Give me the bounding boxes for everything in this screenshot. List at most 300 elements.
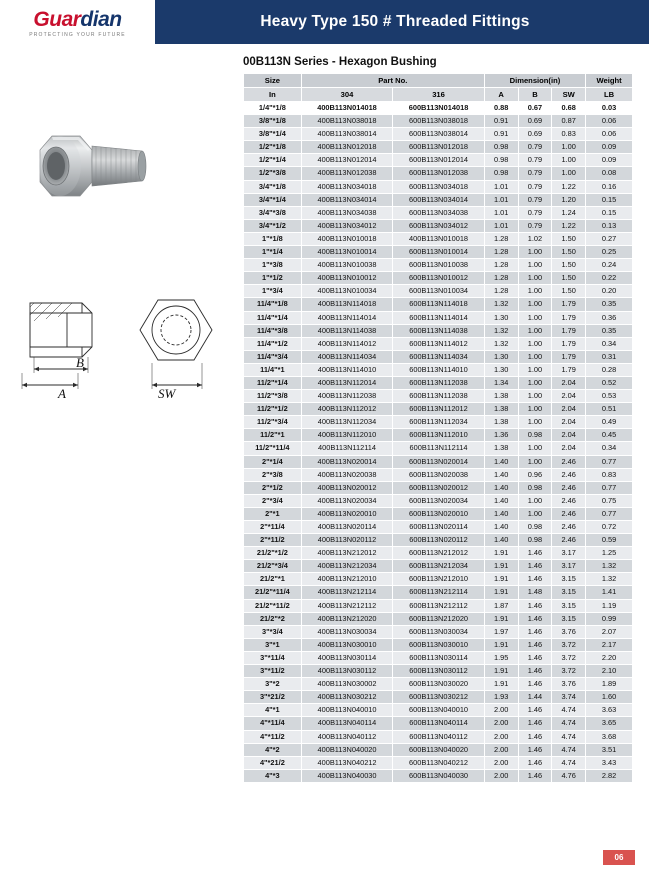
table-row	[244, 285, 633, 298]
cell-pn304: 400B113N034012	[301, 219, 393, 232]
cell-b: 1.46	[518, 717, 552, 730]
cell-pn316: 600B113N114010	[393, 363, 485, 376]
cell-pn304: 400B113N212010	[301, 573, 393, 586]
cell-sw: 3.76	[552, 678, 586, 691]
cell-sw: 0.83	[552, 128, 586, 141]
cell-pn316: 600B113N010014	[393, 246, 485, 259]
cell-pn304: 400B113N114014	[301, 311, 393, 324]
cell-lb: 0.35	[586, 324, 633, 337]
subheader-sw: SW	[552, 88, 586, 102]
cell-lb: 0.25	[586, 246, 633, 259]
cell-lb: 2.20	[586, 651, 633, 664]
cell-a: 2.00	[484, 756, 518, 769]
cell-size: 11/2"*3/8	[244, 390, 302, 403]
cell-pn304: 400B113N038014	[301, 128, 393, 141]
cell-b: 1.46	[518, 599, 552, 612]
table-row	[244, 573, 633, 586]
cell-size: 3/4"*1/8	[244, 180, 302, 193]
cell-b: 1.46	[518, 638, 552, 651]
cell-a: 1.91	[484, 573, 518, 586]
cell-size: 3"*3/4	[244, 625, 302, 638]
cell-sw: 1.50	[552, 272, 586, 285]
cell-a: 1.40	[484, 507, 518, 520]
cell-pn304: 400B113N010034	[301, 285, 393, 298]
cell-size: 11/2"*1/2	[244, 403, 302, 416]
table-row	[244, 665, 633, 678]
cell-lb: 0.52	[586, 376, 633, 389]
cell-b: 1.46	[518, 651, 552, 664]
cell-b: 1.00	[518, 507, 552, 520]
cell-lb: 0.09	[586, 154, 633, 167]
cell-sw: 1.79	[552, 363, 586, 376]
cell-sw: 4.74	[552, 743, 586, 756]
cell-size: 1"*3/8	[244, 259, 302, 272]
cell-size: 21/2"*3/4	[244, 560, 302, 573]
table-row	[244, 717, 633, 730]
cell-lb: 0.36	[586, 311, 633, 324]
header-dimension: Dimension(in)	[484, 74, 585, 88]
cell-size: 11/4"*1/2	[244, 337, 302, 350]
cell-a: 1.28	[484, 272, 518, 285]
cell-pn304: 400B113N040114	[301, 717, 393, 730]
cell-pn316: 600B113N114012	[393, 337, 485, 350]
cell-pn316: 600B113N040020	[393, 743, 485, 756]
cell-b: 1.46	[518, 560, 552, 573]
cell-sw: 1.24	[552, 206, 586, 219]
cell-pn304: 400B113N212020	[301, 612, 393, 625]
cell-b: 0.79	[518, 167, 552, 180]
cell-sw: 1.50	[552, 259, 586, 272]
cell-sw: 1.22	[552, 180, 586, 193]
cell-sw: 1.00	[552, 141, 586, 154]
cell-pn304: 400B113N030010	[301, 638, 393, 651]
cell-size: 3/8"*1/8	[244, 115, 302, 128]
spec-table-body	[244, 102, 633, 783]
cell-b: 1.48	[518, 586, 552, 599]
cell-size: 1"*1/2	[244, 272, 302, 285]
cell-sw: 2.04	[552, 403, 586, 416]
cell-size: 1/2"*1/8	[244, 141, 302, 154]
cell-sw: 1.79	[552, 324, 586, 337]
cell-lb: 3.65	[586, 717, 633, 730]
cell-lb: 1.25	[586, 547, 633, 560]
cell-a: 1.32	[484, 298, 518, 311]
table-row	[244, 324, 633, 337]
cell-size: 1"*1/8	[244, 232, 302, 245]
cell-lb: 2.17	[586, 638, 633, 651]
cell-sw: 3.74	[552, 691, 586, 704]
header-weight: Weight	[586, 74, 633, 88]
cell-pn304: 400B113N038018	[301, 115, 393, 128]
table-row	[244, 599, 633, 612]
cell-b: 1.46	[518, 573, 552, 586]
cell-lb: 0.22	[586, 272, 633, 285]
table-row	[244, 468, 633, 481]
cell-lb: 0.28	[586, 363, 633, 376]
subheader-in: In	[244, 88, 302, 102]
cell-sw: 1.79	[552, 337, 586, 350]
cell-pn316: 600B113N038018	[393, 115, 485, 128]
cell-pn316: 600B113N034038	[393, 206, 485, 219]
cell-sw: 2.46	[552, 481, 586, 494]
cell-b: 0.96	[518, 468, 552, 481]
cell-b: 1.46	[518, 756, 552, 769]
cell-pn316: 600B113N010012	[393, 272, 485, 285]
spec-table-container	[243, 73, 633, 783]
table-row	[244, 219, 633, 232]
cell-size: 11/4"*3/8	[244, 324, 302, 337]
cell-sw: 3.15	[552, 586, 586, 599]
spec-table-head	[244, 74, 633, 102]
cell-size: 3"*2	[244, 678, 302, 691]
cell-size: 21/2"*2	[244, 612, 302, 625]
cell-b: 1.00	[518, 390, 552, 403]
cell-a: 1.38	[484, 403, 518, 416]
cell-size: 11/2"*3/4	[244, 416, 302, 429]
cell-a: 0.88	[484, 102, 518, 115]
cell-lb: 0.09	[586, 141, 633, 154]
cell-size: 11/2"*1	[244, 429, 302, 442]
cell-sw: 4.74	[552, 717, 586, 730]
table-row	[244, 429, 633, 442]
cell-size: 21/2"*1	[244, 573, 302, 586]
cell-a: 1.28	[484, 246, 518, 259]
cell-lb: 0.51	[586, 403, 633, 416]
table-row	[244, 272, 633, 285]
cell-a: 1.28	[484, 285, 518, 298]
cell-b: 0.98	[518, 429, 552, 442]
cell-size: 3/8"*1/4	[244, 128, 302, 141]
cell-lb: 1.32	[586, 560, 633, 573]
cell-a: 1.28	[484, 232, 518, 245]
cell-lb: 0.49	[586, 416, 633, 429]
cell-b: 1.46	[518, 625, 552, 638]
cell-lb: 0.99	[586, 612, 633, 625]
cell-pn316: 600B113N212112	[393, 599, 485, 612]
cell-b: 1.00	[518, 376, 552, 389]
cell-a: 1.38	[484, 390, 518, 403]
table-row	[244, 560, 633, 573]
cell-lb: 0.08	[586, 167, 633, 180]
cell-pn316: 600B113N012018	[393, 141, 485, 154]
header-size: Size	[244, 74, 302, 88]
cell-size: 4"*11/2	[244, 730, 302, 743]
cell-b: 1.00	[518, 363, 552, 376]
cell-sw: 3.15	[552, 612, 586, 625]
page-title: Heavy Type 150 # Threaded Fittings	[260, 13, 530, 30]
header-part-no: Part No.	[301, 74, 484, 88]
cell-a: 1.91	[484, 547, 518, 560]
cell-a: 0.98	[484, 154, 518, 167]
cell-a: 1.91	[484, 586, 518, 599]
cell-sw: 0.87	[552, 115, 586, 128]
cell-lb: 0.03	[586, 102, 633, 115]
cell-lb: 2.82	[586, 769, 633, 782]
cell-size: 3"*21/2	[244, 691, 302, 704]
cell-pn304: 400B113N034038	[301, 206, 393, 219]
cell-pn316: 600B113N020114	[393, 521, 485, 534]
cell-b: 0.98	[518, 521, 552, 534]
cell-pn316: 600B113N112114	[393, 442, 485, 455]
cell-lb: 2.07	[586, 625, 633, 638]
table-row	[244, 586, 633, 599]
cell-pn316: 600B113N038014	[393, 128, 485, 141]
section-title: 00B113N Series - Hexagon Bushing	[243, 56, 437, 68]
cell-pn316: 600B113N030114	[393, 651, 485, 664]
cell-pn316: 600B113N112038	[393, 376, 485, 389]
cell-b: 1.46	[518, 612, 552, 625]
cell-lb: 0.16	[586, 180, 633, 193]
table-row	[244, 167, 633, 180]
cell-sw: 1.00	[552, 167, 586, 180]
cell-b: 1.46	[518, 547, 552, 560]
cell-sw: 1.79	[552, 298, 586, 311]
cell-lb: 0.20	[586, 285, 633, 298]
cell-size: 3/4"*1/2	[244, 219, 302, 232]
label-a: A	[58, 386, 66, 401]
cell-pn316: 600B113N030212	[393, 691, 485, 704]
cell-b: 1.00	[518, 259, 552, 272]
table-row	[244, 115, 633, 128]
cell-sw: 3.72	[552, 638, 586, 651]
cell-a: 1.40	[484, 534, 518, 547]
cell-sw: 1.79	[552, 350, 586, 363]
cell-pn304: 400B113N112014	[301, 376, 393, 389]
cell-b: 0.69	[518, 128, 552, 141]
cell-b: 1.46	[518, 665, 552, 678]
cell-size: 3"*11/2	[244, 665, 302, 678]
cell-sw: 1.50	[552, 232, 586, 245]
cell-pn304: 400B113N020114	[301, 521, 393, 534]
brand-logo	[0, 0, 155, 44]
cell-a: 1.38	[484, 416, 518, 429]
cell-sw: 1.50	[552, 246, 586, 259]
cell-pn304: 400B113N114018	[301, 298, 393, 311]
cell-lb: 0.77	[586, 455, 633, 468]
cell-size: 21/2"*1/2	[244, 547, 302, 560]
cell-b: 0.69	[518, 115, 552, 128]
cell-b: 0.98	[518, 534, 552, 547]
cell-lb: 0.53	[586, 390, 633, 403]
cell-pn304: 400B113N112114	[301, 442, 393, 455]
cell-b: 1.00	[518, 298, 552, 311]
cell-pn304: 400B113N040020	[301, 743, 393, 756]
cell-size: 2"*1/2	[244, 481, 302, 494]
spec-table	[243, 73, 633, 783]
cell-size: 3"*11/4	[244, 651, 302, 664]
cell-pn304: 400B113N040010	[301, 704, 393, 717]
cell-pn316: 600B113N040030	[393, 769, 485, 782]
table-row	[244, 678, 633, 691]
cell-lb: 3.51	[586, 743, 633, 756]
cell-pn304: 400B113N010012	[301, 272, 393, 285]
table-row	[244, 756, 633, 769]
table-row	[244, 704, 633, 717]
table-row	[244, 298, 633, 311]
cell-a: 1.30	[484, 363, 518, 376]
cell-a: 2.00	[484, 704, 518, 717]
cell-lb: 0.83	[586, 468, 633, 481]
cell-pn304: 400B113N034018	[301, 180, 393, 193]
cell-b: 1.46	[518, 704, 552, 717]
cell-lb: 2.10	[586, 665, 633, 678]
cell-lb: 0.15	[586, 193, 633, 206]
table-row	[244, 638, 633, 651]
cell-a: 1.95	[484, 651, 518, 664]
cell-a: 1.38	[484, 442, 518, 455]
cell-size: 3"*1	[244, 638, 302, 651]
cell-pn316: 600B113N212010	[393, 573, 485, 586]
cell-sw: 2.04	[552, 416, 586, 429]
hex-bushing-photo-svg	[30, 120, 155, 215]
cell-pn316: 600B113N014018	[393, 102, 485, 115]
cell-pn304: 400B113N020038	[301, 468, 393, 481]
cell-b: 0.79	[518, 219, 552, 232]
label-b: B	[76, 355, 84, 370]
cell-pn316: 600B113N030112	[393, 665, 485, 678]
cell-pn304: 400B113N212112	[301, 599, 393, 612]
cell-size: 11/2"*1/4	[244, 376, 302, 389]
cell-sw: 2.04	[552, 429, 586, 442]
table-sub-header-row	[244, 88, 633, 102]
table-row	[244, 376, 633, 389]
cell-lb: 0.31	[586, 350, 633, 363]
cell-lb: 1.19	[586, 599, 633, 612]
cell-b: 0.79	[518, 180, 552, 193]
cell-a: 1.28	[484, 259, 518, 272]
label-sw: SW	[158, 386, 176, 401]
cell-lb: 0.72	[586, 521, 633, 534]
cell-b: 1.00	[518, 246, 552, 259]
cell-pn304: 400B113N040112	[301, 730, 393, 743]
table-row	[244, 481, 633, 494]
logo-word-part1: Guar	[33, 7, 81, 31]
cell-sw: 3.15	[552, 599, 586, 612]
cell-b: 1.00	[518, 416, 552, 429]
cell-lb: 3.68	[586, 730, 633, 743]
cell-pn316: 600B113N114018	[393, 298, 485, 311]
cell-pn316: 600B113N020038	[393, 468, 485, 481]
table-row	[244, 363, 633, 376]
cell-sw: 3.17	[552, 547, 586, 560]
cell-sw: 3.76	[552, 625, 586, 638]
cell-size: 4"*3	[244, 769, 302, 782]
cell-size: 2"*1	[244, 507, 302, 520]
cell-sw: 1.22	[552, 219, 586, 232]
table-row	[244, 769, 633, 782]
cell-lb: 0.59	[586, 534, 633, 547]
table-row	[244, 494, 633, 507]
subheader-lb: LB	[586, 88, 633, 102]
logo-wordmark	[33, 9, 121, 30]
cell-a: 1.01	[484, 219, 518, 232]
cell-pn304: 400B113N112038	[301, 390, 393, 403]
cell-size: 1/4"*1/8	[244, 102, 302, 115]
cell-pn316: 600B113N012014	[393, 154, 485, 167]
cell-pn304: 400B113N020010	[301, 507, 393, 520]
cell-sw: 1.20	[552, 193, 586, 206]
cell-pn316: 600B113N112038	[393, 390, 485, 403]
cell-pn316: 600B113N020034	[393, 494, 485, 507]
cell-size: 2"*1/4	[244, 455, 302, 468]
cell-pn304: 400B113N012018	[301, 141, 393, 154]
logo-word-part2: dian	[80, 7, 122, 31]
table-row	[244, 206, 633, 219]
cell-pn316: 600B113N114034	[393, 350, 485, 363]
cell-pn316: 600B113N114038	[393, 324, 485, 337]
cell-pn316: 600B113N112012	[393, 403, 485, 416]
cell-lb: 0.45	[586, 429, 633, 442]
cell-size: 3/4"*3/8	[244, 206, 302, 219]
cell-pn316: 600B113N112010	[393, 429, 485, 442]
cell-lb: 0.13	[586, 219, 633, 232]
cell-size: 1"*1/4	[244, 246, 302, 259]
page-number-badge: 06	[603, 850, 635, 865]
cell-a: 1.40	[484, 494, 518, 507]
cell-a: 1.91	[484, 560, 518, 573]
cell-lb: 0.27	[586, 232, 633, 245]
table-row	[244, 128, 633, 141]
cell-pn304: 400B113N014018	[301, 102, 393, 115]
table-row	[244, 547, 633, 560]
cell-size: 11/4"*3/4	[244, 350, 302, 363]
cell-pn304: 400B113N012038	[301, 167, 393, 180]
cell-size: 11/4"*1/4	[244, 311, 302, 324]
cell-size: 2"*11/4	[244, 521, 302, 534]
cell-lb: 0.06	[586, 128, 633, 141]
cell-sw: 2.04	[552, 442, 586, 455]
table-row	[244, 442, 633, 455]
cell-a: 1.97	[484, 625, 518, 638]
cell-lb: 1.32	[586, 573, 633, 586]
cell-size: 4"*11/4	[244, 717, 302, 730]
cell-pn316: 600B113N030010	[393, 638, 485, 651]
cell-b: 0.79	[518, 193, 552, 206]
cell-pn304: 400B113N020034	[301, 494, 393, 507]
cell-lb: 0.15	[586, 206, 633, 219]
cell-pn316: 600B113N020010	[393, 507, 485, 520]
cell-a: 1.30	[484, 350, 518, 363]
cell-sw: 3.72	[552, 651, 586, 664]
table-row	[244, 455, 633, 468]
cell-pn304: 400B113N040030	[301, 769, 393, 782]
cell-a: 1.01	[484, 206, 518, 219]
cell-b: 1.00	[518, 311, 552, 324]
table-row	[244, 180, 633, 193]
cell-lb: 0.77	[586, 507, 633, 520]
cell-sw: 2.46	[552, 455, 586, 468]
cell-a: 1.34	[484, 376, 518, 389]
table-row	[244, 141, 633, 154]
cell-size: 3/4"*1/4	[244, 193, 302, 206]
cell-pn304: 400B113N114010	[301, 363, 393, 376]
cell-a: 2.00	[484, 730, 518, 743]
table-row	[244, 507, 633, 520]
cell-pn304: 400B113N030212	[301, 691, 393, 704]
page-footer	[0, 841, 649, 879]
cell-b: 1.46	[518, 769, 552, 782]
subheader-304: 304	[301, 88, 393, 102]
cell-pn304: 400B113N212114	[301, 586, 393, 599]
cell-b: 0.79	[518, 206, 552, 219]
cell-size: 2"*3/4	[244, 494, 302, 507]
cell-size: 4"*21/2	[244, 756, 302, 769]
cell-pn304: 400B113N034014	[301, 193, 393, 206]
cell-b: 1.00	[518, 455, 552, 468]
cell-pn304: 400B113N010018	[301, 232, 393, 245]
cell-pn316: 600B113N114014	[393, 311, 485, 324]
cell-a: 2.00	[484, 769, 518, 782]
